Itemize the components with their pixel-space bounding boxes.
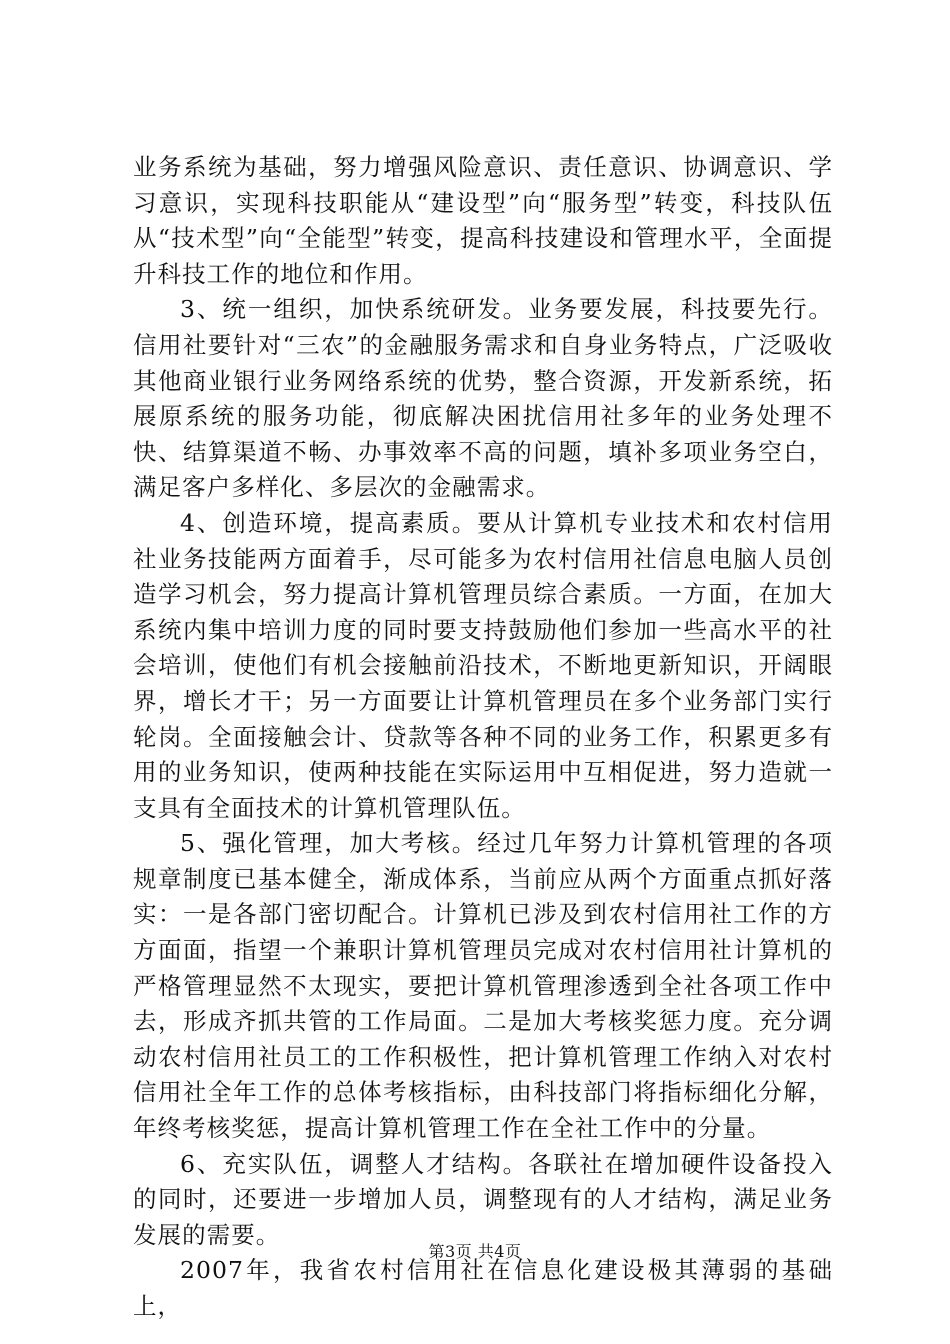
paragraph-5: 6、充实队伍，调整人才结构。各联社在增加硬件设备投入的同时，还要进一步增加人员，调整现有的人才结构，满足业务发展的需要。 [133,1149,833,1249]
document-body [133,150,833,1325]
paragraph-2: 3、统一组织，加快系统研发。业务要发展，科技要先行。信用社要针对“三农”的金融服务需求和自身业务特点，广泛吸收其他商业银行业务网络系统的优势，整合资源，开发新系统，拓展原系统的服务功能，彻底解决困扰信用社多年的业务处理不快、结算渠道不畅、办事效率不高的问题，填补多项业务空白，满足客户多样化、多层次的金融需求。 [133,295,833,502]
paragraph-6: 2007年，我省农村信用社在信息化建设极其薄弱的基础上， [133,1256,833,1320]
paragraph-1: 业务系统为基础，努力增强风险意识、责任意识、协调意识、学习意识，实现科技职能从“建设型”向“服务型”转变，科技队伍从“技术型”向“全能型”转变，提高科技建设和管理水平，全面提升科技工作的地位和作用。 [133,153,833,288]
paragraph-4: 5、强化管理，加大考核。经过几年努力计算机管理的各项规章制度已基本健全，渐成体系，当前应从两个方面重点抓好落实：一是各部门密切配合。计算机已涉及到农村信用社工作的方方面面，指望一个兼职计算机管理员完成对农村信用社计算机的严格管理显然不太现实，要把计算机管理渗透到全社各项工作中去，形成齐抓共管的工作局面。二是加大考核奖惩力度。充分调动农村信用社员工的工作积极性，把计算机管理工作纳入对农村信用社全年工作的总体考核指标，由科技部门将指标细化分解，年终考核奖惩，提高计算机管理工作在全社工作中的分量。 [133,829,833,1143]
page-number-footer: 第3页 共4页 [428,1242,522,1261]
paragraph-3: 4、创造环境，提高素质。要从计算机专业技术和农村信用社业务技能两方面着手，尽可能多为农村信用社信息电脑人员创造学习机会，努力提高计算机管理员综合素质。一方面，在加大系统内集中培训力度的同时要支持鼓励他们参加一些高水平的社会培训，使他们有机会接触前沿技术，不断地更新知识，开阔眼界，增长才干；另一方面要让计算机管理员在多个业务部门实行轮岗。全面接触会计、贷款等各种不同的业务工作，积累更多有用的业务知识，使两种技能在实际运用中互相促进，努力造就一支具有全面技术的计算机管理队伍。 [133,508,833,822]
